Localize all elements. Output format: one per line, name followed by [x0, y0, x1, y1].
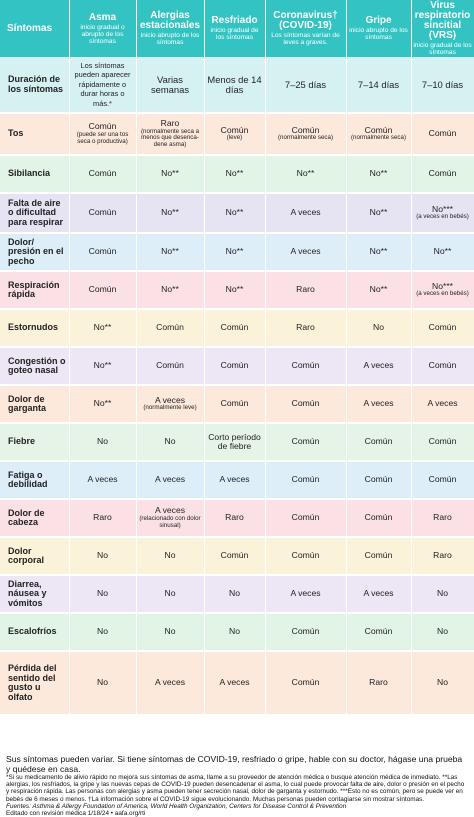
table-cell — [69, 499, 136, 537]
cell-value: A veces — [154, 677, 186, 688]
cell-value: No — [437, 626, 448, 637]
cell-value: No** — [93, 360, 112, 371]
cell-value: No — [97, 436, 108, 447]
table-cell — [69, 271, 136, 309]
table-cell — [346, 193, 411, 233]
table-row — [0, 193, 474, 233]
symptom-label: Falta de aire o dificultad para respirar — [0, 193, 69, 233]
table-cell — [411, 385, 474, 423]
cell-value: Común — [364, 550, 393, 561]
cell-value: Común — [88, 168, 117, 179]
cell-value: Raro — [296, 284, 315, 295]
cell-value: No** — [369, 246, 388, 257]
table-cell — [69, 347, 136, 385]
table-cell — [204, 155, 265, 193]
cell-value: No** — [93, 322, 112, 333]
cell-value: Común — [88, 121, 117, 132]
table-row — [0, 461, 474, 499]
cell-value: Común — [428, 168, 457, 179]
cell-value: Raro — [433, 550, 452, 561]
table-cell — [411, 347, 474, 385]
symptom-label: Estornudos — [0, 309, 69, 347]
cell-value: No — [97, 550, 108, 561]
table-cell — [346, 57, 411, 113]
cell-value: A veces — [154, 394, 186, 405]
cell-value: A veces — [219, 474, 250, 485]
cell-value: Común — [364, 512, 393, 523]
cell-value: 7–10 días — [421, 78, 464, 90]
table-cell — [411, 575, 474, 613]
table-cell — [265, 347, 346, 385]
table-row — [0, 651, 474, 715]
table-cell — [265, 271, 346, 309]
cell-value: Común — [364, 436, 393, 447]
table-cell — [136, 613, 204, 651]
table-cell — [346, 423, 411, 461]
table-row — [0, 537, 474, 575]
table-cell — [411, 113, 474, 155]
table-cell — [346, 347, 411, 385]
cell-value: 7–14 días — [357, 78, 400, 90]
column-header-coronavirus — [265, 0, 346, 57]
cell-value: No** — [225, 168, 244, 179]
table-row — [0, 499, 474, 537]
cell-value: A veces — [154, 505, 186, 516]
cell-value: Común — [428, 322, 457, 333]
cell-value: Común — [428, 128, 457, 139]
cell-value: No — [164, 626, 176, 637]
cell-value: Común — [291, 360, 320, 371]
table-cell — [204, 651, 265, 715]
table-cell — [136, 651, 204, 715]
column-header-sub: inicio gradual de los síntomas — [413, 42, 472, 56]
cell-value: Común — [291, 550, 320, 561]
table-cell — [69, 613, 136, 651]
table-cell — [136, 233, 204, 271]
table-cell — [265, 113, 346, 155]
cell-value: No — [164, 588, 176, 599]
cell-value: No — [97, 588, 108, 599]
cell-value: Común — [291, 512, 320, 523]
cell-value: No** — [161, 207, 179, 218]
table-cell — [265, 57, 346, 113]
table-cell — [411, 309, 474, 347]
cell-value: A veces — [290, 246, 321, 257]
cell-value: Común — [291, 124, 320, 135]
symptom-label: Fiebre — [0, 423, 69, 461]
cell-note: (normalmente seca) — [277, 134, 334, 142]
symptom-label: Dolor/ presión en el pecho — [0, 233, 69, 271]
table-cell — [411, 233, 474, 271]
table-row — [0, 113, 474, 155]
table-cell — [346, 155, 411, 193]
table-cell — [265, 613, 346, 651]
cell-note: (puede ser una tos seca o productiva) — [76, 130, 129, 145]
table-cell — [136, 537, 204, 575]
cell-value: No — [229, 588, 240, 599]
table-cell — [69, 385, 136, 423]
symptoms-column-header: Síntomas — [0, 0, 69, 57]
cell-value: No — [164, 436, 176, 447]
cell-value: Común — [88, 207, 117, 218]
footer-sources: Fuentes: Asthma & Allergy Foundation of America, World Health Organization, Centers for Disease Control & Prevention — [6, 802, 347, 810]
symptom-label: Congestión o goteo nasal — [0, 347, 69, 385]
column-header-sub: inicio abrupto de los síntomas — [349, 27, 408, 41]
table-row — [0, 423, 474, 461]
table-cell — [265, 423, 346, 461]
table-body — [0, 57, 474, 715]
table-cell — [346, 113, 411, 155]
cell-value: Común — [291, 398, 320, 409]
cell-value: Menos de 14 días — [207, 74, 262, 95]
cell-value: A veces — [427, 398, 458, 409]
table-cell — [265, 233, 346, 271]
cell-value: Los síntomas pueden aparecer rápidamente o durar horas o más.* — [74, 60, 131, 108]
table-cell — [411, 271, 474, 309]
table-cell — [136, 385, 204, 423]
table-cell — [204, 57, 265, 113]
table-cell — [69, 423, 136, 461]
column-header-name: Gripe — [365, 15, 392, 26]
symptom-label: Tos — [0, 113, 69, 155]
cell-value: No — [97, 677, 108, 688]
cell-value: Común — [220, 322, 249, 333]
cell-value: Común — [220, 398, 249, 409]
cell-value: No** — [433, 246, 452, 257]
footer-footnotes: *Si su medicamento de alivio rápido no mejora sus síntomas de asma, llame a su proveedor de atención médica o busque atención médica de inmediato. **Las alergias, los resfriados, la gripe y las nuevas cepas de COVID-19 pueden desencadenar el asma, lo cual puede provocar falta de aire, dolor o presión en el pecho y respiración rápida. Las personas con alergias y asma pueden tener secreción nasal, dolor de garganta y estornudo. ***Esto no es común, pero se puede ver en bebés de 6 meses o menos. †La información sobre el COVID-19 sigue evolucionando. Muchas personas pueden contagiarse sin mostrar síntomas. — [6, 774, 465, 803]
cell-value: Común — [220, 124, 249, 135]
table-row — [0, 271, 474, 309]
table-row — [0, 155, 474, 193]
table-row — [0, 57, 474, 113]
cell-value: No** — [225, 284, 244, 295]
cell-value: Común — [220, 360, 249, 371]
cell-note: (a veces en bebés) — [416, 213, 469, 221]
column-header-name: Resfriado — [211, 15, 258, 26]
column-header-vrs — [411, 0, 474, 57]
table-cell — [204, 461, 265, 499]
table-cell — [265, 155, 346, 193]
table-cell — [411, 537, 474, 575]
table-cell — [69, 113, 136, 155]
table-cell — [204, 499, 265, 537]
cell-value: Común — [88, 284, 117, 295]
table-cell — [136, 575, 204, 613]
cell-value: Raro — [433, 512, 452, 523]
cell-value: Común — [364, 124, 393, 135]
table-cell — [265, 537, 346, 575]
table-cell — [136, 423, 204, 461]
column-header-gripe — [346, 0, 411, 57]
table-cell — [346, 651, 411, 715]
symptom-label: Escalofríos — [0, 613, 69, 651]
table-cell — [136, 499, 204, 537]
table-cell — [265, 651, 346, 715]
cell-value: Común — [220, 550, 249, 561]
table-cell — [346, 233, 411, 271]
column-header-sub: inicio gradual de los síntomas — [210, 27, 259, 41]
column-header-name: Virus respiratorio sincitial (VRS) — [414, 0, 471, 41]
cell-value: A veces — [363, 398, 394, 409]
table-cell — [136, 461, 204, 499]
table-cell — [411, 613, 474, 651]
cell-value: Raro — [160, 118, 180, 129]
table-row — [0, 309, 474, 347]
cell-value: A veces — [219, 677, 250, 688]
cell-value: No — [437, 677, 448, 688]
table-cell — [265, 385, 346, 423]
table-cell — [411, 499, 474, 537]
symptom-label: Pérdida del sentido del gusto u olfato — [0, 651, 69, 715]
table-cell — [204, 271, 265, 309]
table-cell — [265, 461, 346, 499]
cell-value: Raro — [93, 512, 112, 523]
cell-value: Común — [291, 436, 320, 447]
symptom-label: Sibilancia — [0, 155, 69, 193]
cell-value: Raro — [369, 677, 388, 688]
table-cell — [346, 309, 411, 347]
cell-value: 7–25 días — [284, 78, 327, 90]
cell-value: No** — [296, 168, 315, 179]
column-header-asma — [69, 0, 136, 57]
table-cell — [411, 461, 474, 499]
cell-value: No — [437, 588, 448, 599]
symptom-label: Duración de los síntomas — [0, 57, 69, 113]
table-cell — [136, 271, 204, 309]
cell-value: Varias semanas — [150, 74, 190, 95]
table-row — [0, 233, 474, 271]
cell-value: No — [373, 322, 384, 333]
cell-note: (relacionado con dolor sinusal) — [139, 514, 201, 529]
cell-value: Común — [156, 360, 184, 371]
cell-value: Común — [364, 474, 393, 485]
table-cell — [204, 233, 265, 271]
table-cell — [136, 113, 204, 155]
cell-value: No** — [161, 284, 179, 295]
table-cell — [69, 575, 136, 613]
table-cell — [346, 385, 411, 423]
cell-value: Común — [428, 360, 457, 371]
cell-value: No** — [225, 246, 244, 257]
cell-value: A veces — [154, 474, 186, 485]
table-cell — [411, 423, 474, 461]
cell-value: No** — [369, 168, 388, 179]
cell-value: A veces — [290, 207, 321, 218]
cell-value: No** — [161, 246, 179, 257]
table-cell — [136, 347, 204, 385]
cell-value: Común — [291, 474, 320, 485]
cell-value: Común — [428, 436, 457, 447]
column-header-sub: Los síntomas varían de leves a graves. — [271, 32, 340, 46]
table-cell — [204, 613, 265, 651]
table-cell — [204, 347, 265, 385]
cell-value: No — [229, 626, 240, 637]
column-header-resfriado — [204, 0, 265, 57]
cell-note: (normalmente seca a menos que desenca-dene asma) — [140, 127, 200, 149]
table-cell — [265, 575, 346, 613]
cell-value: Raro — [225, 512, 244, 523]
table-cell — [69, 193, 136, 233]
table-cell — [136, 57, 204, 113]
cell-value: A veces — [87, 474, 118, 485]
table-cell — [204, 309, 265, 347]
table-cell — [265, 309, 346, 347]
table-cell — [346, 499, 411, 537]
table-cell — [411, 193, 474, 233]
footer-notes — [6, 755, 468, 817]
table-cell — [69, 651, 136, 715]
table-cell — [204, 423, 265, 461]
cell-value: No — [164, 550, 176, 561]
cell-value: Común — [88, 246, 117, 257]
cell-note: (a veces en bebés) — [416, 290, 469, 298]
table-cell — [411, 155, 474, 193]
cell-value: No*** — [431, 203, 454, 214]
cell-value: No** — [161, 168, 179, 179]
symptom-label: Dolor de cabeza — [0, 499, 69, 537]
column-header-name: Asma — [88, 11, 117, 23]
table-cell — [204, 193, 265, 233]
table-cell — [69, 233, 136, 271]
table-cell — [411, 651, 474, 715]
cell-value: A veces — [363, 588, 394, 599]
table-cell — [69, 461, 136, 499]
table-cell — [69, 155, 136, 193]
table-cell — [346, 537, 411, 575]
symptom-label: Diarrea, náusea y vómitos — [0, 575, 69, 613]
table-cell — [204, 575, 265, 613]
table-cell — [346, 575, 411, 613]
table-row — [0, 613, 474, 651]
cell-value: Común — [428, 474, 457, 485]
column-header-name: Alergias estacionales — [139, 10, 201, 31]
cell-value: No — [97, 626, 108, 637]
table-cell — [265, 193, 346, 233]
table-cell — [346, 271, 411, 309]
cell-value: Corto período de fiebre — [208, 431, 261, 451]
footer-main-note: Sus síntomas pueden variar. Si tiene síntomas de COVID-19, resfriado o gripe, hable con su doctor, hágase una prueba y quédese en casa. — [6, 754, 463, 774]
table-cell — [265, 499, 346, 537]
table-header-row — [0, 0, 474, 57]
table-cell — [136, 193, 204, 233]
table-cell — [69, 57, 136, 113]
cell-value: No** — [369, 284, 388, 295]
column-header-alergias — [136, 0, 204, 57]
cell-note: (leve) — [226, 134, 243, 142]
cell-value: Común — [364, 626, 393, 637]
symptom-label: Dolor corporal — [0, 537, 69, 575]
table-cell — [69, 537, 136, 575]
cell-value: No** — [225, 207, 244, 218]
cell-note: (normalmente leve) — [143, 404, 197, 412]
table-cell — [204, 113, 265, 155]
cell-value: No** — [93, 398, 112, 409]
table-cell — [136, 155, 204, 193]
cell-value: No*** — [431, 280, 454, 291]
cell-value: Raro — [296, 322, 315, 333]
table-cell — [346, 461, 411, 499]
table-cell — [346, 613, 411, 651]
table-cell — [204, 385, 265, 423]
table-row — [0, 385, 474, 423]
table-cell — [69, 309, 136, 347]
cell-value: A veces — [363, 360, 394, 371]
table-cell — [136, 309, 204, 347]
table-row — [0, 347, 474, 385]
symptom-label: Respiración rápida — [0, 271, 69, 309]
column-header-sub: inicio gradual o abrupto de los síntomas — [80, 23, 125, 45]
cell-value: Común — [156, 322, 184, 333]
table-row — [0, 575, 474, 613]
footer-edit-note: Editado con revisión médica 1/18/24 • aafa.org/rti — [6, 810, 146, 817]
table-cell — [204, 537, 265, 575]
cell-value: A veces — [290, 588, 321, 599]
cell-value: Común — [291, 677, 320, 688]
table-cell — [411, 57, 474, 113]
cell-value: No** — [369, 207, 388, 218]
column-header-name: Coronavirus† (COVID-19) — [273, 10, 338, 31]
column-header-sub: inicio abrupto de los síntomas — [140, 32, 200, 46]
symptom-label: Dolor de garganta — [0, 385, 69, 423]
cell-value: Común — [291, 626, 320, 637]
cell-note: (normalmente seca) — [350, 134, 407, 142]
symptom-label: Fatiga o debilidad — [0, 461, 69, 499]
